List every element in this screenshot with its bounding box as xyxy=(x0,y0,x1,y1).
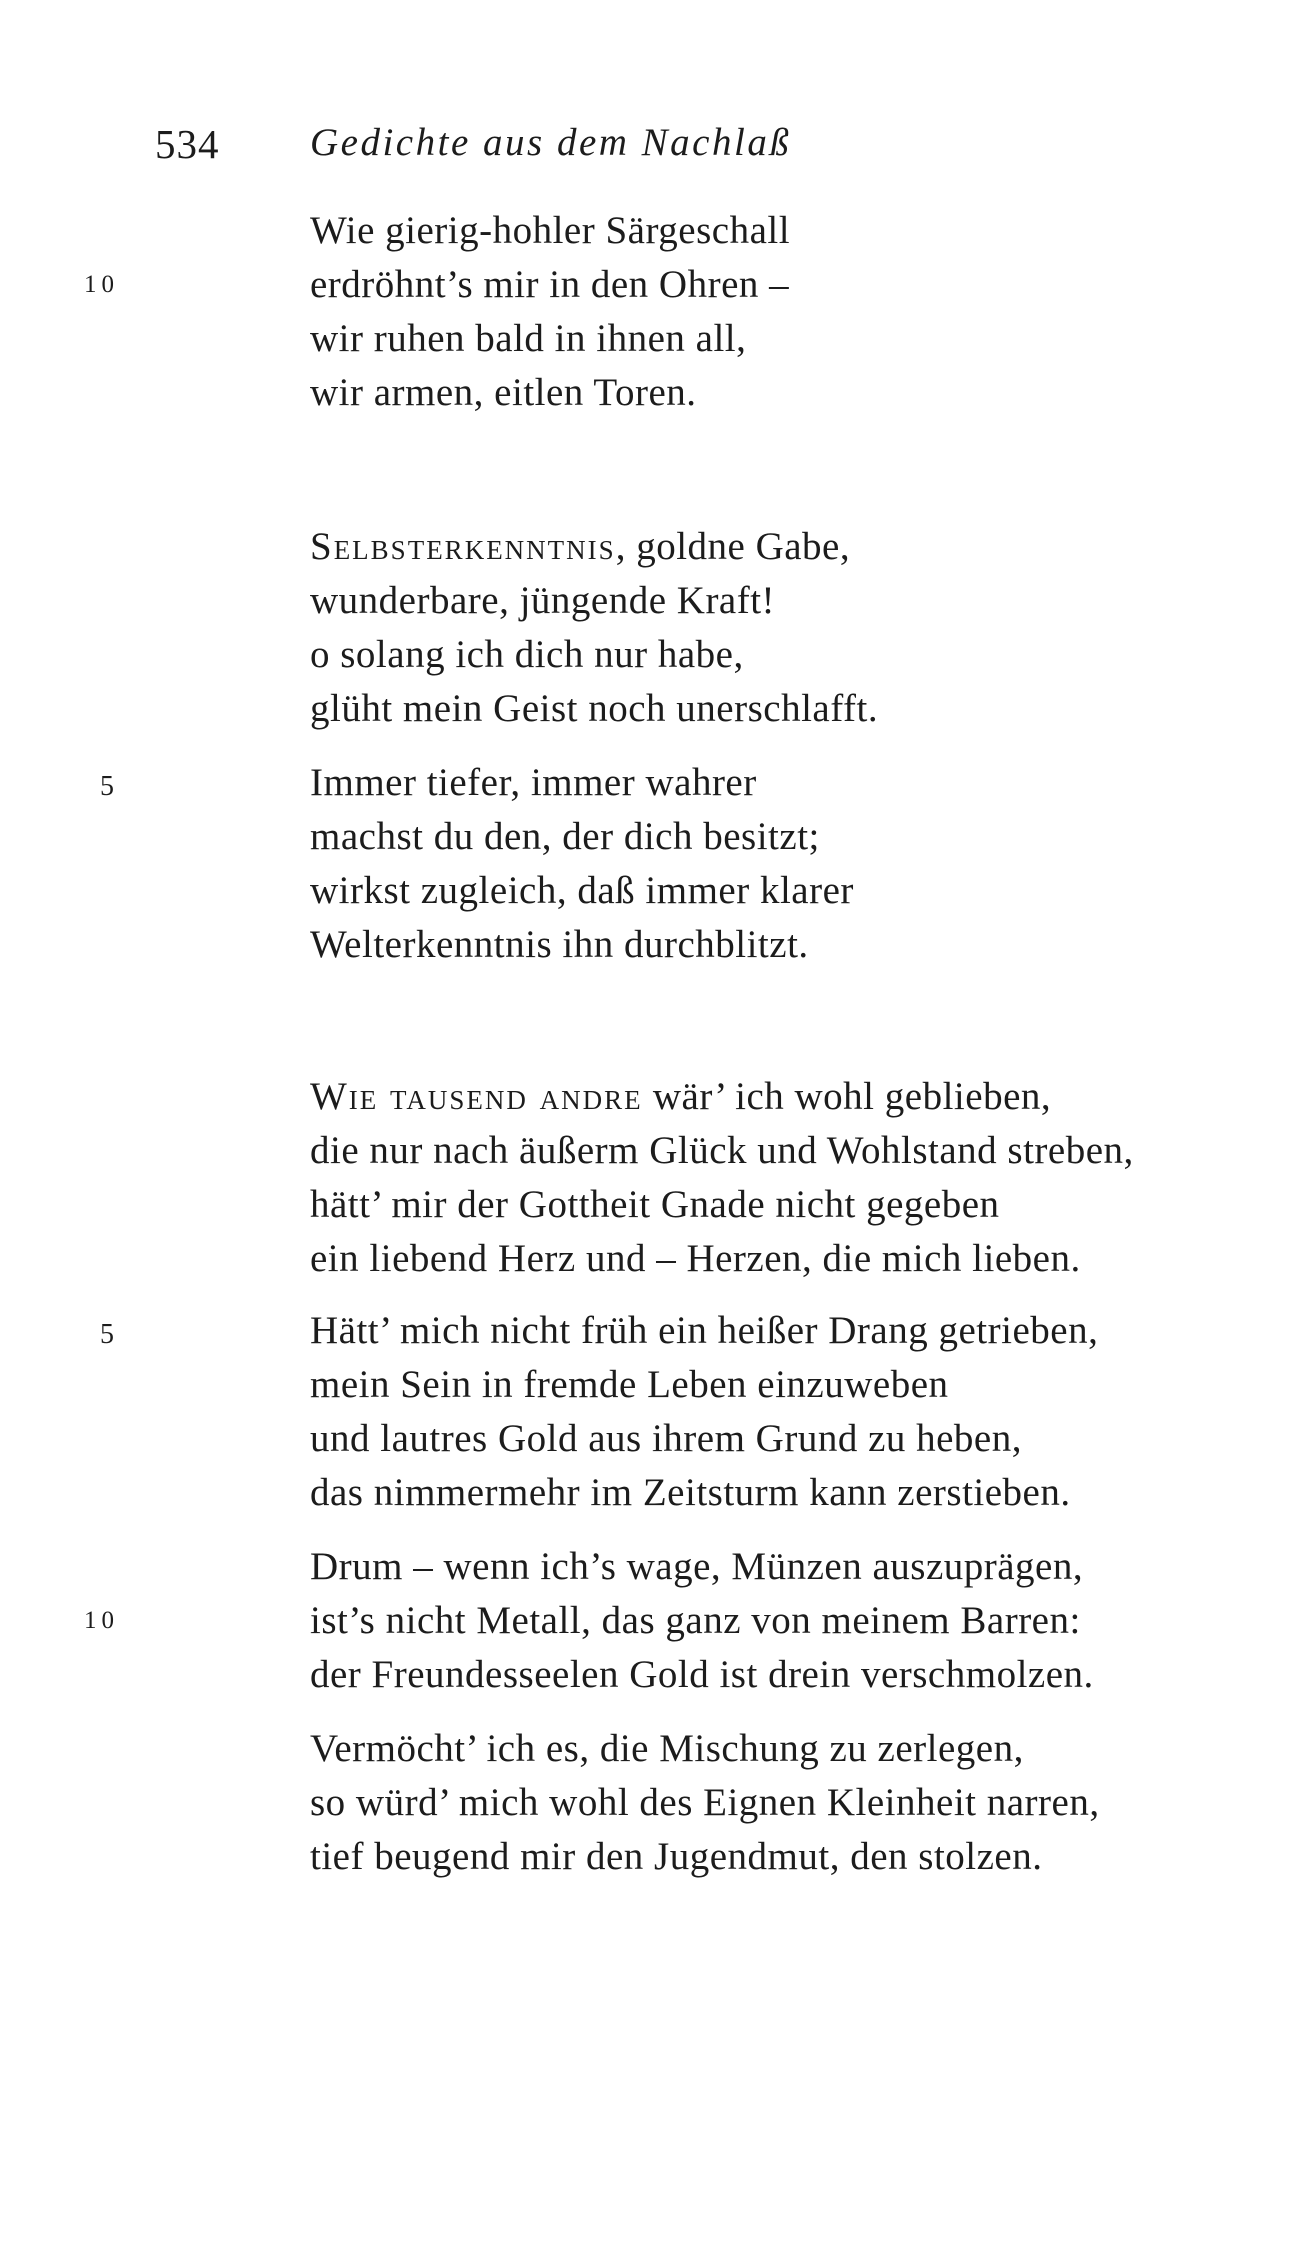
line-number: 10 xyxy=(84,271,119,298)
verse-line: wir armen, eitlen Toren. xyxy=(310,371,697,414)
line-number: 10 xyxy=(84,1607,119,1634)
incipit-rest: , goldne Gabe, xyxy=(615,525,851,568)
incipit-caps: Wie tausend andre xyxy=(310,1075,643,1118)
page-header xyxy=(0,120,1294,180)
page-number: 534 xyxy=(155,121,220,167)
verse-line: tief beugend mir den Jugendmut, den stolzen. xyxy=(310,1835,1043,1878)
verse-line: mein Sein in fremde Leben einzuweben xyxy=(310,1363,949,1406)
incipit-rest: wär’ ich wohl geblieben, xyxy=(642,1075,1052,1118)
running-title: Gedichte aus dem Nachlaß xyxy=(310,121,792,164)
verse-line: ein liebend Herz und – Herzen, die mich lieben. xyxy=(310,1237,1081,1280)
verse-line: das nimmermehr im Zeitsturm kann zerstieben. xyxy=(310,1471,1071,1514)
line-number: 5 xyxy=(100,1319,119,1350)
verse-line: Wie gierig-hohler Särgeschall xyxy=(310,209,791,252)
verse-line xyxy=(310,520,850,574)
verse-line xyxy=(310,1070,1051,1124)
incipit-caps: Selbsterkenntnis xyxy=(310,525,616,568)
verse-line: o solang ich dich nur habe, xyxy=(310,633,744,676)
verse-line: ist’s nicht Metall, das ganz von meinem Barren: xyxy=(310,1599,1081,1642)
verse-line: Hätt’ mich nicht früh ein heißer Drang getrieben, xyxy=(310,1309,1099,1352)
verse-line: wunderbare, jüngende Kraft! xyxy=(310,579,776,622)
verse-line: die nur nach äußerm Glück und Wohlstand streben, xyxy=(310,1129,1134,1172)
verse-line: machst du den, der dich besitzt; xyxy=(310,815,820,858)
verse-line: hätt’ mir der Gottheit Gnade nicht gegeben xyxy=(310,1183,1000,1226)
verse-line: Immer tiefer, immer wahrer xyxy=(310,761,757,804)
verse-line: wir ruhen bald in ihnen all, xyxy=(310,317,747,360)
line-number: 5 xyxy=(100,771,119,802)
verse-line: Drum – wenn ich’s wage, Münzen auszuprägen, xyxy=(310,1545,1084,1588)
verse-line: Welterkenntnis ihn durchblitzt. xyxy=(310,923,809,966)
verse-line: wirkst zugleich, daß immer klarer xyxy=(310,869,854,912)
verse-line: so würd’ mich wohl des Eignen Kleinheit narren, xyxy=(310,1781,1100,1824)
verse-line: glüht mein Geist noch unerschlafft. xyxy=(310,687,879,730)
verse-line: Vermöcht’ ich es, die Mischung zu zerlegen, xyxy=(310,1727,1024,1770)
verse-line: erdröhnt’s mir in den Ohren – xyxy=(310,263,790,306)
verse-line: der Freundesseelen Gold ist drein verschmolzen. xyxy=(310,1653,1094,1696)
verse-line: und lautres Gold aus ihrem Grund zu heben, xyxy=(310,1417,1022,1460)
